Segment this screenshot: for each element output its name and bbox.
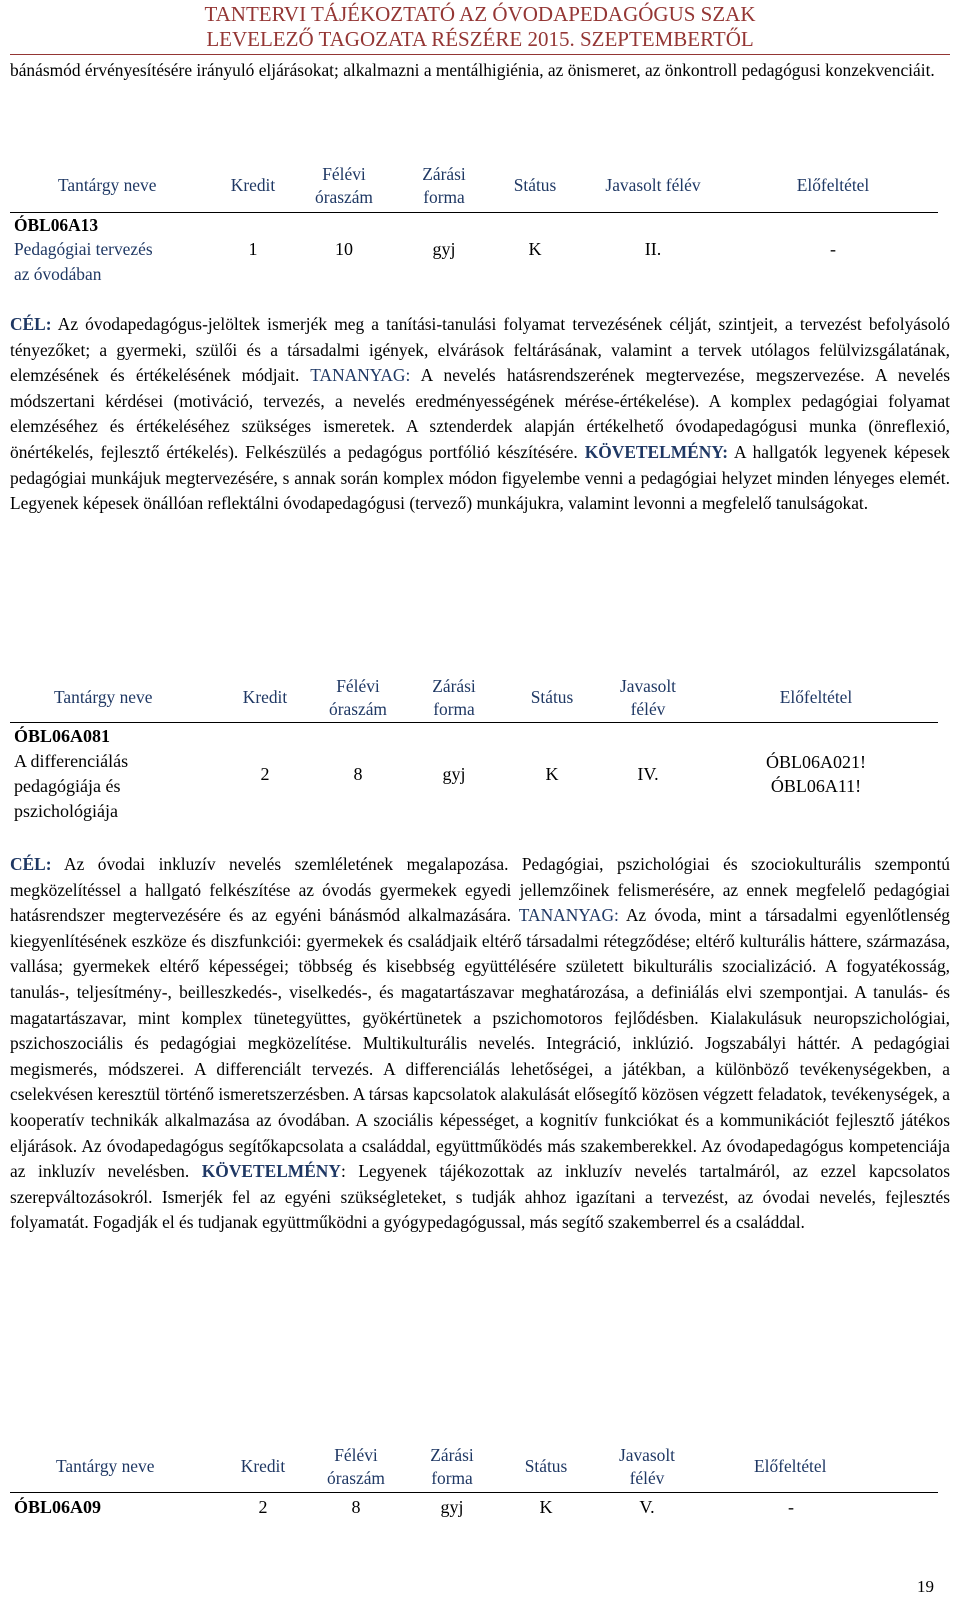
col-header-exam-l2: forma xyxy=(431,1467,473,1488)
col-header-exam xyxy=(404,1442,500,1492)
col-header-hours xyxy=(292,160,396,212)
col-header-hours xyxy=(308,1442,404,1492)
col-header-exam xyxy=(396,160,492,212)
col-header-name: Tantárgy neve xyxy=(56,1456,155,1477)
status-value: K xyxy=(492,212,578,287)
subject-table-2 xyxy=(10,674,938,826)
col-header-exam xyxy=(406,674,502,722)
col-header-hours xyxy=(310,674,406,722)
semester-value: IV. xyxy=(602,722,694,826)
tananyag-text: Az óvoda, mint a társadalmi egyenlőtlenség kiegyenlítésének eszköze és diszfunkciói: gyermekek és családjaik eltérő társadalmi rétegződése; eltérő kulturális háttere, származása, vallása; gyermekek eltérő képességei; többség és kisebbség együttélésére született bikulturális szocializáció. A fogyatékosság, tanulás-, teljesítmény-, beilleszkedés-, viselkedés-, és magatartászavar meghatározása, a definiálás elvi szempontjai. A tanulás- és magatartászavar, mint komplex tünetegyüttes, gyökértünetek a pszichomotoros fejlődésben. Kialakulásuk neuropszichológiai, pszichoszociális és pedagógiai megközelítése. Multikulturális nevelés. Integráció, inklúzió. Jogszabályi háttér. A pedagógiai megismerés, módszerei. A differenciált tervezés. A differenciálás lehetőségei, a játékban, a különböző tevékenységekben, a cselekvésen keresztül történő ismeretszerzésben. A társas kapcsolatok alakulását elősegítő közösen végzett feladatok, tevékenységek, a kooperatív technikák alkalmazása az óvodában. A szociális képességet, a kognitív funkciókat és a kommunikációt fejlesztő játékos eljárások. Az óvodapedagógus segítőkapcsolata a családdal, együttműködés más szakemberekkel. Az óvodapedagógus kompetenciája az inkluzív nevelésben. xyxy=(10,905,950,1182)
prereq-line: ÓBL06A11! xyxy=(770,776,862,797)
col-header-credit: Kredit xyxy=(230,175,276,196)
col-header-exam-l1: Zárási xyxy=(432,675,476,696)
exam-value: gyj xyxy=(406,722,502,826)
cel-label: CÉL: xyxy=(10,314,52,334)
tananyag-text: A nevelés hatásrendszerének megtervezése, megszervezése. A nevelés módszertani kérdései (motiváció, tervezés, a nevelés eredményességének mérése-értékelése). A komplex pedagógiai folyamat elemzéséhez és értékeléséhez szükséges ismeretek. A sztenderdek alapján értékelhető óvodapedagógusi munka (önreflexió, önértékelés, fejlesztő értékelés). Felkészülés a pedagógus portfólió készítésére. xyxy=(10,365,950,462)
kovetelmeny-label: KÖVETELMÉNY xyxy=(201,1161,341,1182)
col-header-semester-l2: félév xyxy=(629,1467,665,1488)
table-row xyxy=(10,212,938,287)
col-header-prereq: Előfeltétel xyxy=(754,1456,827,1477)
col-header-hours-l1: Félévi xyxy=(336,675,380,696)
col-header-hours-l2: óraszám xyxy=(329,698,387,719)
col-header-prereq: Előfeltétel xyxy=(779,687,853,708)
prereq-value: - xyxy=(702,1492,938,1522)
credit-value: 2 xyxy=(220,722,310,826)
table-header-row xyxy=(10,1442,938,1492)
col-header-exam-l2: forma xyxy=(433,698,475,719)
table-row xyxy=(10,722,938,826)
col-header-semester-l1: Javasolt xyxy=(619,675,677,696)
col-header-credit: Kredit xyxy=(240,1456,286,1477)
exam-value: gyj xyxy=(404,1492,500,1522)
cel-text: Az óvodapedagógus-jelöltek ismerjék meg a tanítási-tanulási folyamat tervezésének célját, szintjeit, a tervezést befolyásoló tényezőket; a gyermeki, szülői és a társadalmi igények, elvárások feltárásának, valamint a tervek utólagos felülvizsgálatának, elemzésének és értékelésének módjait. xyxy=(10,314,950,386)
table-header-row xyxy=(10,160,938,212)
col-header-exam-l1: Zárási xyxy=(422,163,466,184)
col-header-semester xyxy=(592,1442,702,1492)
semester-value: II. xyxy=(578,212,728,287)
prereq-line: ÓBL06A021! xyxy=(766,752,866,773)
col-header-name: Tantárgy neve xyxy=(54,687,153,708)
col-header-semester-l2: félév xyxy=(630,698,666,719)
col-header-hours-l1: Félévi xyxy=(334,1444,378,1465)
header-line-2: LEVELEZŐ TAGOZATA RÉSZÉRE 2015. SZEPTEMBERTŐL xyxy=(206,27,754,51)
intro-paragraph: bánásmód érvényesítésére irányuló eljárásokat; alkalmazni a mentálhigiénia, az önismeret, az önkontroll pedagógusi konzekvenciáit. xyxy=(10,60,935,80)
col-header-semester xyxy=(602,674,694,722)
exam-value: gyj xyxy=(396,212,492,287)
page-header xyxy=(0,2,960,52)
subject-cell xyxy=(10,722,220,826)
subject-name-line: A differenciálás xyxy=(14,751,129,772)
header-line-1: TANTERVI TÁJÉKOZTATÓ AZ ÓVODAPEDAGÓGUS SZAK xyxy=(204,2,756,26)
kovetelmeny-text: A hallgatók legyenek képesek pedagógiai munkájuk megtervezésére, s annak során komplex módon figyelembe venni a pedagógiai helyzet minden lényeges elemét. Legyenek képesek önállóan reflektálni óvodapedagógusi (tervező) munkájukra, valamint levonni a megfelelő tanulságokat. xyxy=(10,441,950,514)
page-number: 19 xyxy=(917,1577,934,1596)
subject-name-line: pszichológiája xyxy=(14,801,118,822)
col-header-hours-l2: óraszám xyxy=(315,186,373,207)
kovetelmeny-text: : Legyenek tájékozottak az inkluzív nevelés tartalmáról, az ezzel kapcsolatos szerepváltozásokról. Ismerjék fel az egyéni szükségleteket, s tudják ahhoz igazítani a tervezést, az óvodai nevelés, fejlesztés folyamatát. Fogadják el és tudjanak együttműködni a gyógypedagógussal, más segítő szakemberrel és a családdal. xyxy=(10,1161,950,1233)
hours-value: 8 xyxy=(310,722,406,826)
prereq-value xyxy=(694,722,938,826)
hours-value: 10 xyxy=(292,212,396,287)
subject-table-1 xyxy=(10,160,938,287)
subject-name-line: pedagógiája és xyxy=(14,776,121,797)
cel-label: CÉL: xyxy=(10,854,52,874)
status-value: K xyxy=(500,1492,592,1522)
header-divider xyxy=(10,54,950,55)
col-header-status: Státus xyxy=(524,1456,568,1477)
subject-2-description xyxy=(10,852,950,1236)
col-header-status: Státus xyxy=(513,175,557,196)
cel-text: Az óvodai inkluzív nevelés szemléletének megalapozása. Pedagógiai, pszichológiai és szociokulturális szempontú megközelítéssel a hallgató felkészítése az óvodás gyermekek egyedi jellemzőinek felismerésére, az ennek megfelelő pedagógiai hatásrendszer megtervezésére és az egyéni bánásmód alkalmazására. xyxy=(10,854,950,926)
semester-value: V. xyxy=(592,1492,702,1522)
col-header-hours-l1: Félévi xyxy=(322,163,366,184)
subject-code: ÓBL06A09 xyxy=(14,1496,102,1517)
status-value: K xyxy=(502,722,602,826)
col-header-prereq: Előfeltétel xyxy=(796,175,870,196)
subject-table-3 xyxy=(10,1442,938,1522)
subject-code: ÓBL06A081 xyxy=(14,726,111,747)
subject-name-line: az óvodában xyxy=(14,263,102,284)
table-header-row xyxy=(10,674,938,722)
subject-cell xyxy=(10,212,214,287)
col-header-exam-l1: Zárási xyxy=(430,1444,474,1465)
col-header-credit: Kredit xyxy=(242,687,288,708)
credit-value: 2 xyxy=(218,1492,308,1522)
kovetelmeny-label: KÖVETELMÉNY: xyxy=(584,441,729,462)
subject-1-description xyxy=(10,312,950,517)
col-header-status: Státus xyxy=(530,687,574,708)
col-header-name: Tantárgy neve xyxy=(58,175,157,196)
hours-value: 8 xyxy=(308,1492,404,1522)
col-header-hours-l2: óraszám xyxy=(327,1467,385,1488)
subject-cell xyxy=(10,1492,218,1522)
credit-value: 1 xyxy=(214,212,292,287)
prereq-value: - xyxy=(728,212,938,287)
col-header-semester: Javasolt félév xyxy=(605,175,701,196)
tananyag-label: TANANYAG: xyxy=(310,365,411,386)
tananyag-label: TANANYAG: xyxy=(518,905,619,926)
col-header-semester-l1: Javasolt xyxy=(618,1444,676,1465)
subject-code: ÓBL06A13 xyxy=(14,214,99,235)
col-header-exam-l2: forma xyxy=(423,186,465,207)
subject-name-line: Pedagógiai tervezés xyxy=(14,238,153,259)
table-row xyxy=(10,1492,938,1522)
